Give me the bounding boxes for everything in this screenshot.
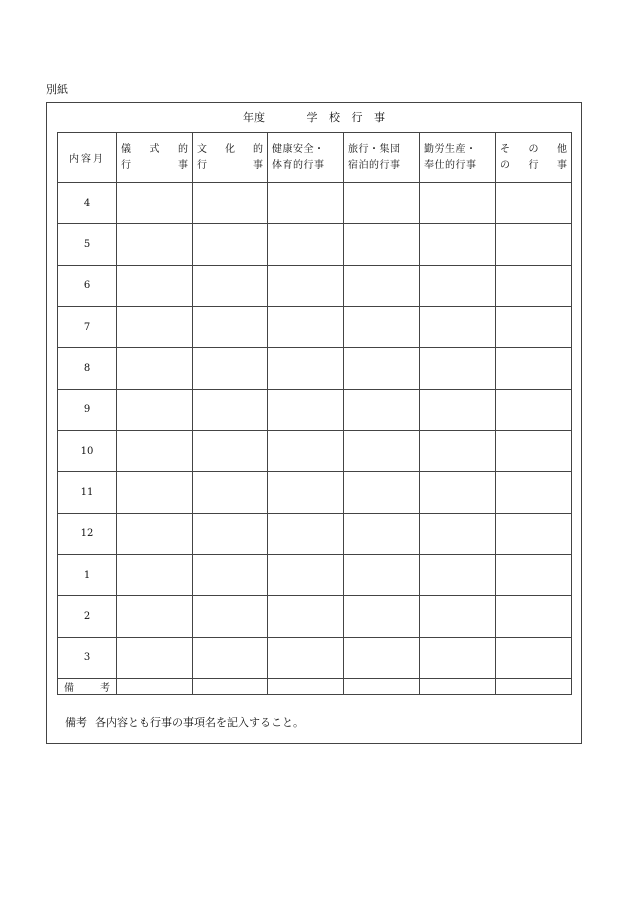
event-input-cell[interactable] <box>496 430 572 471</box>
month-label: 3 <box>58 637 117 678</box>
event-input-cell[interactable] <box>420 224 496 265</box>
month-row <box>58 513 572 554</box>
event-input-cell[interactable] <box>268 472 344 513</box>
remarks-char: 備 <box>64 683 74 694</box>
event-input-cell[interactable] <box>117 306 193 347</box>
event-input-cell[interactable] <box>344 183 420 224</box>
event-input-cell[interactable] <box>268 430 344 471</box>
event-input-cell[interactable] <box>268 306 344 347</box>
remarks-row <box>58 679 572 695</box>
month-row <box>58 306 572 347</box>
event-input-cell[interactable] <box>344 596 420 637</box>
header-char: 的 <box>253 143 263 155</box>
school-events-table <box>57 132 572 695</box>
title-char: 行 <box>351 111 363 124</box>
remarks-input-cell[interactable] <box>117 679 193 695</box>
month-label: 1 <box>58 554 117 595</box>
event-input-cell[interactable] <box>117 513 193 554</box>
event-input-cell[interactable] <box>193 224 268 265</box>
header-line: 奉仕的行事 <box>424 159 477 171</box>
event-input-cell[interactable] <box>117 183 193 224</box>
event-input-cell[interactable] <box>193 306 268 347</box>
row-header-cell: 内容月 <box>58 133 117 183</box>
event-input-cell[interactable] <box>496 389 572 430</box>
form-frame <box>46 102 582 744</box>
event-input-cell[interactable] <box>268 389 344 430</box>
title-char: 学 <box>306 111 318 124</box>
remarks-input-cell[interactable] <box>193 679 268 695</box>
event-input-cell[interactable] <box>420 183 496 224</box>
remarks-input-cell[interactable] <box>268 679 344 695</box>
event-input-cell[interactable] <box>193 596 268 637</box>
column-header-cultural <box>193 133 268 183</box>
column-header-labor-service <box>420 133 496 183</box>
attachment-label: 別紙 <box>46 83 68 96</box>
header-char: 儀 <box>121 143 131 155</box>
header-line: 旅行・集団 <box>348 143 401 155</box>
event-input-cell[interactable] <box>344 430 420 471</box>
event-input-cell[interactable] <box>117 389 193 430</box>
event-input-cell[interactable] <box>496 224 572 265</box>
month-row <box>58 554 572 595</box>
month-label: 5 <box>58 224 117 265</box>
month-label: 9 <box>58 389 117 430</box>
month-row <box>58 389 572 430</box>
event-input-cell[interactable] <box>268 183 344 224</box>
event-input-cell[interactable] <box>268 348 344 389</box>
event-input-cell[interactable] <box>420 513 496 554</box>
form-title <box>47 109 581 125</box>
month-label: 10 <box>58 430 117 471</box>
event-input-cell[interactable] <box>268 596 344 637</box>
event-input-cell[interactable] <box>496 513 572 554</box>
event-input-cell[interactable] <box>344 472 420 513</box>
footnote-label: 備考 <box>65 716 87 729</box>
event-input-cell[interactable] <box>420 554 496 595</box>
event-input-cell[interactable] <box>117 596 193 637</box>
month-row <box>58 430 572 471</box>
event-input-cell[interactable] <box>117 265 193 306</box>
header-line: 宿泊的行事 <box>348 159 401 171</box>
header-char: の <box>528 143 539 155</box>
event-input-cell[interactable] <box>193 554 268 595</box>
event-input-cell[interactable] <box>344 348 420 389</box>
month-label: 2 <box>58 596 117 637</box>
month-row <box>58 637 572 678</box>
event-input-cell[interactable] <box>420 348 496 389</box>
event-input-cell[interactable] <box>496 306 572 347</box>
event-input-cell[interactable] <box>268 513 344 554</box>
header-line: 健康安全・ <box>272 143 325 155</box>
header-char: 化 <box>225 143 235 155</box>
event-input-cell[interactable] <box>344 637 420 678</box>
header-char: 式 <box>149 143 160 155</box>
event-input-cell[interactable] <box>268 554 344 595</box>
footnote <box>65 714 304 730</box>
event-input-cell[interactable] <box>117 554 193 595</box>
event-input-cell[interactable] <box>193 265 268 306</box>
header-char: 的 <box>178 143 188 155</box>
event-input-cell[interactable] <box>193 472 268 513</box>
event-input-cell[interactable] <box>268 265 344 306</box>
header-char: の <box>500 159 510 171</box>
event-input-cell[interactable] <box>420 596 496 637</box>
header-char: 事 <box>253 159 263 171</box>
event-input-cell[interactable] <box>420 637 496 678</box>
event-input-cell[interactable] <box>496 596 572 637</box>
event-input-cell[interactable] <box>193 348 268 389</box>
event-input-cell[interactable] <box>496 348 572 389</box>
month-label: 11 <box>58 472 117 513</box>
event-input-cell[interactable] <box>496 265 572 306</box>
event-input-cell[interactable] <box>193 183 268 224</box>
event-input-cell[interactable] <box>420 306 496 347</box>
event-input-cell[interactable] <box>268 637 344 678</box>
header-row <box>58 133 572 183</box>
event-input-cell[interactable] <box>117 348 193 389</box>
event-input-cell[interactable] <box>344 265 420 306</box>
event-input-cell[interactable] <box>193 513 268 554</box>
header-char: 行 <box>197 159 207 171</box>
event-input-cell[interactable] <box>420 265 496 306</box>
header-char: 事 <box>557 159 567 171</box>
month-label: 7 <box>58 306 117 347</box>
month-label: 12 <box>58 513 117 554</box>
event-input-cell[interactable] <box>268 224 344 265</box>
month-row <box>58 265 572 306</box>
event-input-cell[interactable] <box>344 224 420 265</box>
month-label: 8 <box>58 348 117 389</box>
event-input-cell[interactable] <box>193 389 268 430</box>
event-input-cell[interactable] <box>117 637 193 678</box>
event-input-cell[interactable] <box>344 554 420 595</box>
remarks-input-cell[interactable] <box>496 679 572 695</box>
month-label: 6 <box>58 265 117 306</box>
month-row <box>58 596 572 637</box>
month-row <box>58 183 572 224</box>
event-input-cell[interactable] <box>117 472 193 513</box>
event-input-cell[interactable] <box>193 430 268 471</box>
event-input-cell[interactable] <box>344 306 420 347</box>
header-line: 体育的行事 <box>272 159 325 171</box>
remarks-input-cell[interactable] <box>420 679 496 695</box>
header-char: 行 <box>121 159 131 171</box>
footnote-text: 各内容とも行事の事項名を記入すること。 <box>95 716 304 729</box>
header-line: 勤労生産・ <box>424 143 477 155</box>
month-row <box>58 472 572 513</box>
title-year: 年度 <box>243 111 265 124</box>
column-header-ceremonial <box>117 133 193 183</box>
header-char: 文 <box>197 143 207 155</box>
column-header-health-sports <box>268 133 344 183</box>
header-char: 行 <box>528 159 539 171</box>
column-header-other <box>496 133 572 183</box>
event-input-cell[interactable] <box>117 430 193 471</box>
event-input-cell[interactable] <box>117 224 193 265</box>
event-input-cell[interactable] <box>496 637 572 678</box>
event-input-cell[interactable] <box>344 513 420 554</box>
title-char: 校 <box>329 111 340 124</box>
title-char: 事 <box>374 111 385 124</box>
event-input-cell[interactable] <box>344 389 420 430</box>
header-char: そ <box>500 143 510 155</box>
month-row <box>58 348 572 389</box>
event-input-cell[interactable] <box>420 389 496 430</box>
header-char: 事 <box>178 159 188 171</box>
event-input-cell[interactable] <box>496 183 572 224</box>
remarks-char: 考 <box>100 683 110 694</box>
header-char: 他 <box>557 143 567 155</box>
event-input-cell[interactable] <box>496 472 572 513</box>
event-input-cell[interactable] <box>420 430 496 471</box>
month-label: 4 <box>58 183 117 224</box>
event-input-cell[interactable] <box>193 637 268 678</box>
month-row <box>58 224 572 265</box>
remarks-input-cell[interactable] <box>344 679 420 695</box>
column-header-travel-lodging <box>344 133 420 183</box>
remarks-label-cell <box>58 679 117 695</box>
event-input-cell[interactable] <box>496 554 572 595</box>
event-input-cell[interactable] <box>420 472 496 513</box>
